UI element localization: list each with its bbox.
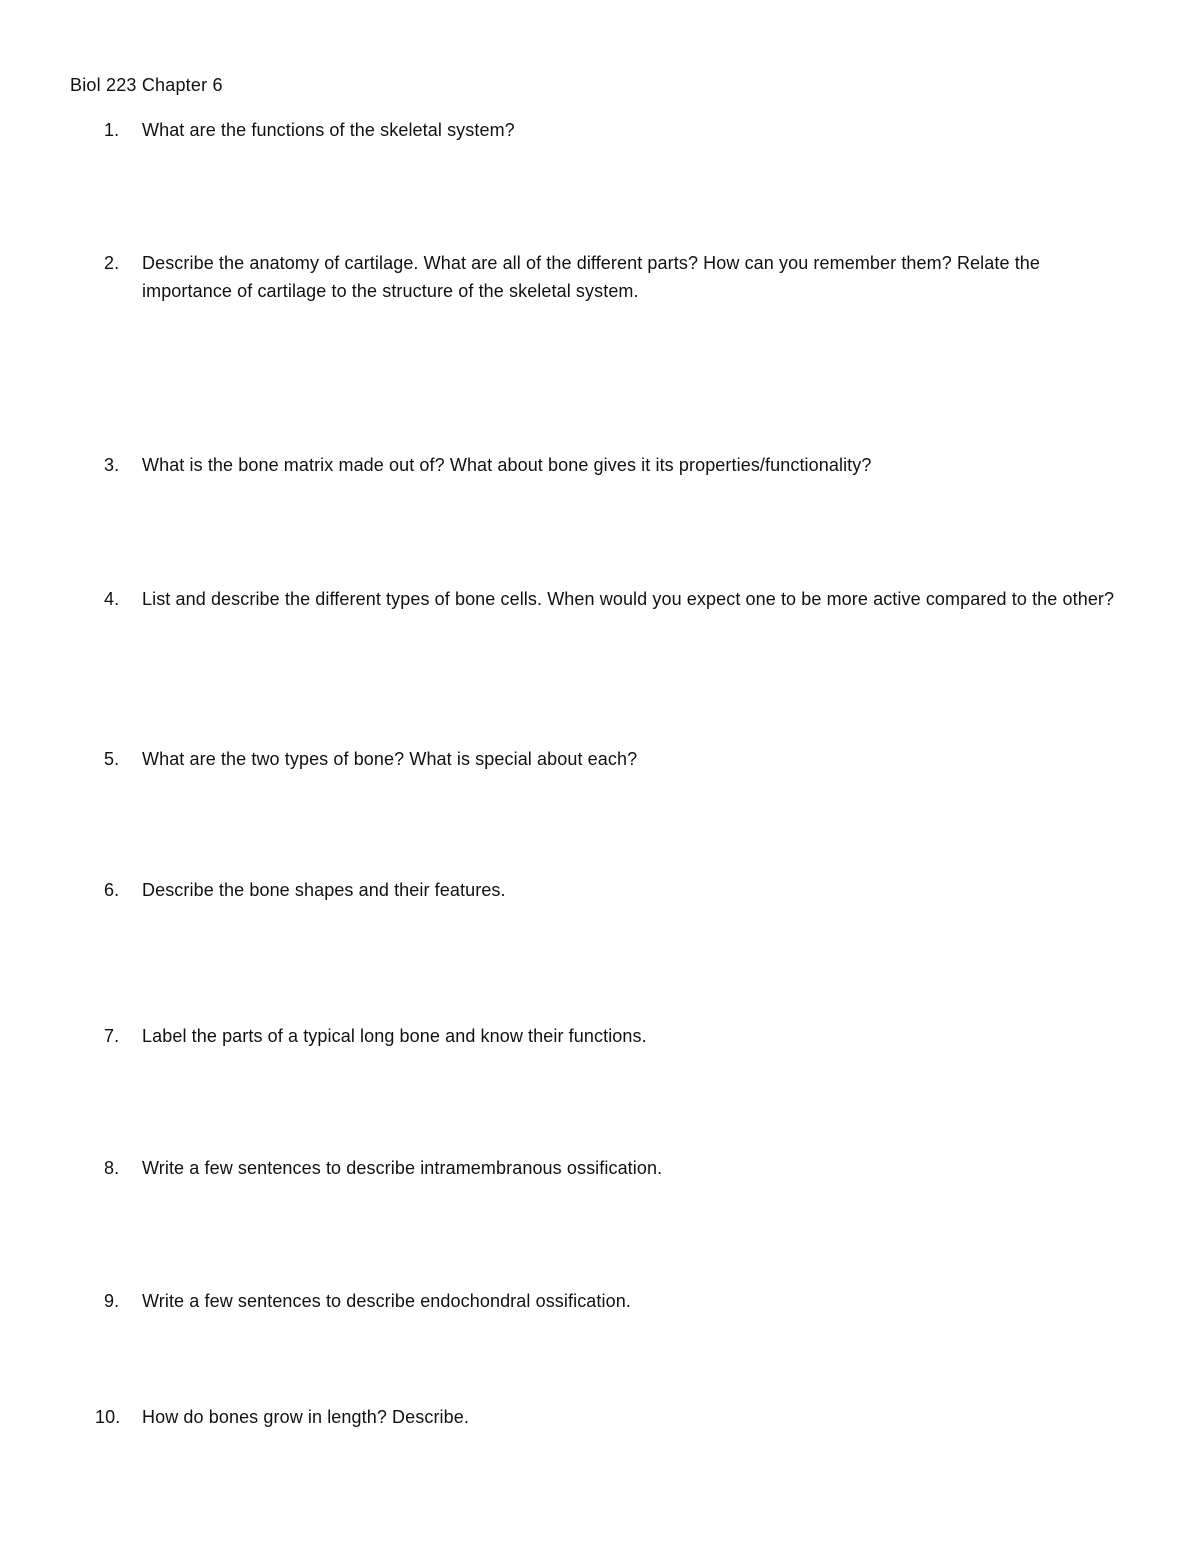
question-text: What are the functions of the skeletal system? <box>142 120 515 140</box>
question-text: List and describe the different types of bone cells. When would you expect one to be more active compared to the other? <box>142 589 1115 609</box>
question-number: 1. <box>104 120 120 140</box>
question-text: What is the bone matrix made out of? What about bone gives it its properties/functionality? <box>142 455 872 475</box>
question-number: 9. <box>104 1291 120 1311</box>
question-number: 5. <box>104 749 120 769</box>
question-text: Describe the anatomy of cartilage. What are all of the different parts? How can you remember them? Relate the importance of cartilage to the structure of the skeletal system. <box>142 253 1041 301</box>
question-number: 7. <box>104 1026 120 1046</box>
document-title: Biol 223 Chapter 6 <box>70 75 223 95</box>
question-text: Describe the bone shapes and their features. <box>142 880 506 900</box>
question-text: How do bones grow in length? Describe. <box>142 1407 469 1427</box>
question-number: 8. <box>104 1158 120 1178</box>
question-number: 3. <box>104 455 120 475</box>
question-number: 4. <box>104 589 120 609</box>
question-text: Write a few sentences to describe endochondral ossification. <box>142 1291 631 1311</box>
question-text: Label the parts of a typical long bone and know their functions. <box>142 1026 647 1046</box>
question-number: 10. <box>95 1407 121 1427</box>
question-text: What are the two types of bone? What is special about each? <box>142 749 638 769</box>
question-number: 6. <box>104 880 120 900</box>
question-number: 2. <box>104 253 120 273</box>
question-text: Write a few sentences to describe intramembranous ossification. <box>142 1158 663 1178</box>
